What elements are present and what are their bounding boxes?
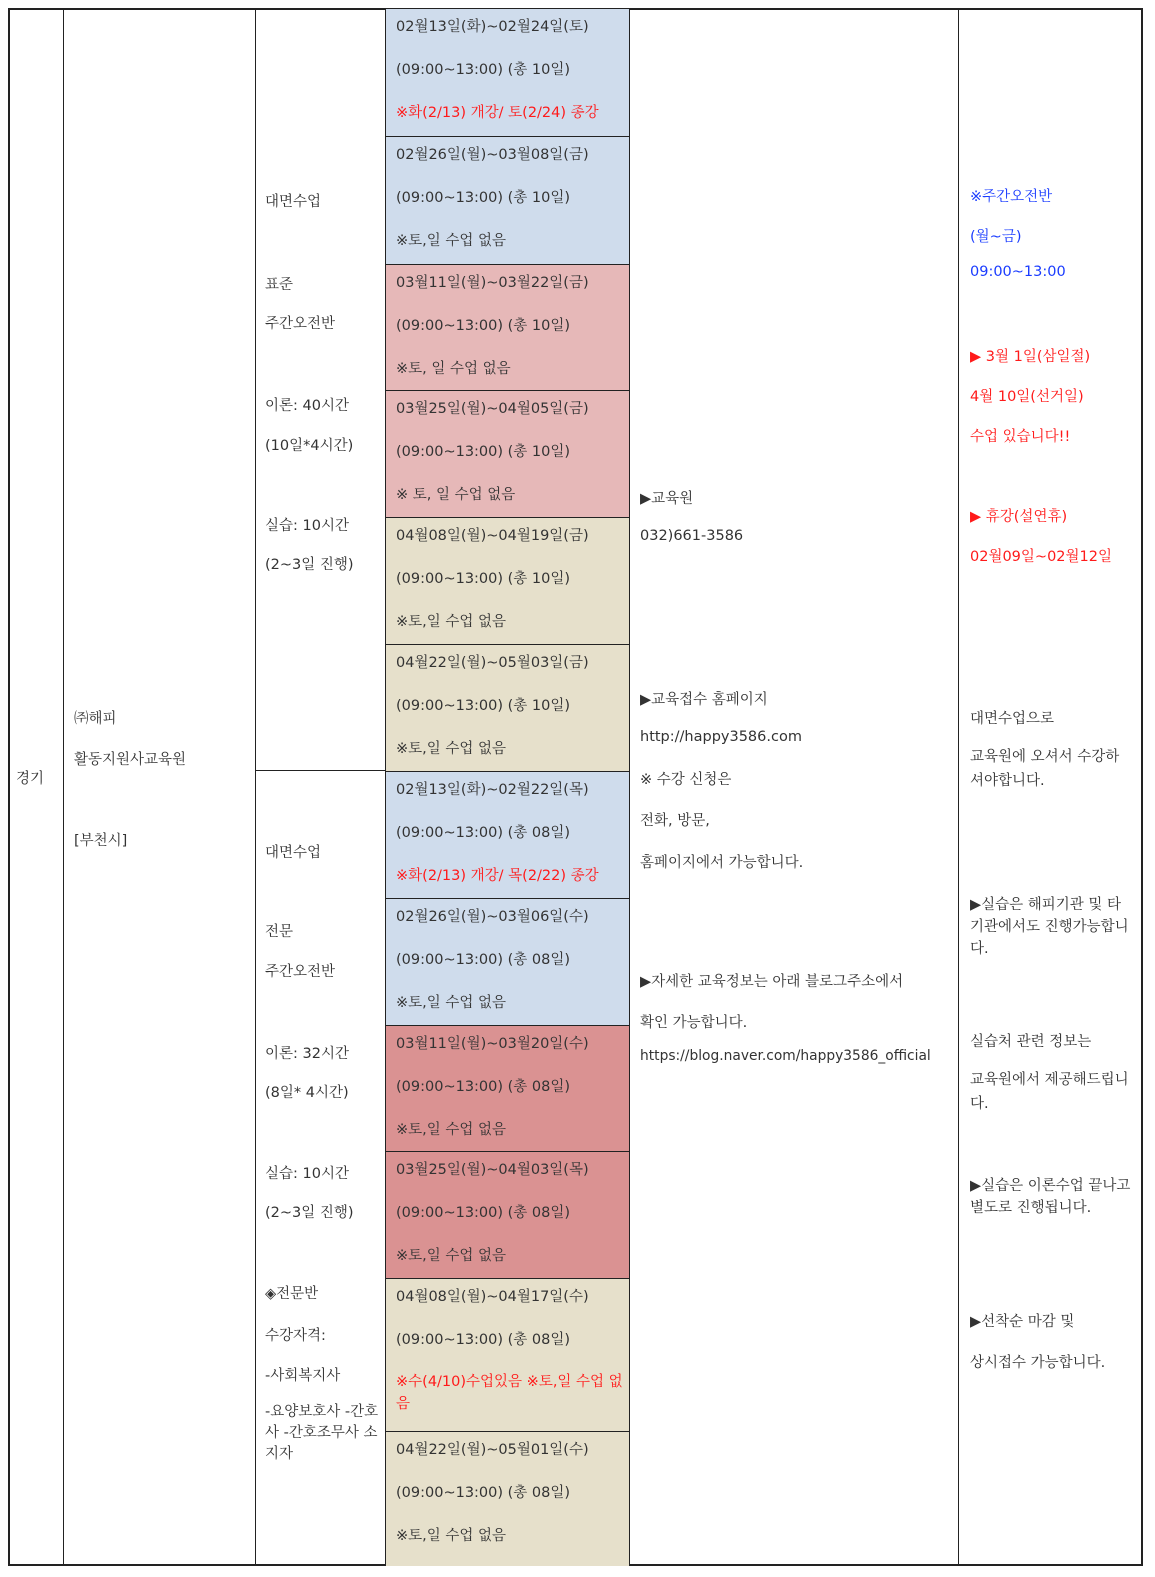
first-come-note: ▶선착순 마감 및 xyxy=(970,1314,1075,1330)
schedule-time: (09:00~13:00) (총 10일) xyxy=(396,444,571,460)
morning-class-time: 09:00~13:00 xyxy=(970,264,1066,280)
schedule-time: (09:00~13:00) (총 10일) xyxy=(396,698,571,714)
schedule-cell xyxy=(385,264,630,390)
schedule-cell xyxy=(385,1278,630,1431)
schedule-note: ※화(2/13) 개강/ 목(2/22) 종강 xyxy=(396,868,599,884)
homepage-label: ▶교육접수 홈페이지 xyxy=(640,692,768,708)
morning-class-days: (월~금) xyxy=(970,229,1022,245)
schedule-note: ※토,일 수업 없음 xyxy=(396,233,507,249)
apply-note: ※ 수강 신청은 xyxy=(640,772,732,788)
schedule-note: ※토,일 수업 없음 xyxy=(396,1122,507,1138)
schedule-date: 04월22일(월)~05월01일(수) xyxy=(396,1442,589,1458)
practice-note: ▶실습은 이론수업 끝나고 별도로 진행됩니다. xyxy=(970,1178,1131,1216)
schedule-time: (09:00~13:00) (총 10일) xyxy=(396,62,571,78)
schedule-time: (09:00~13:00) (총 08일) xyxy=(396,1485,571,1501)
schedule-note: ※화(2/13) 개강/ 토(2/24) 종강 xyxy=(396,105,599,121)
course-practice-hours: 실습: 10시간 xyxy=(265,518,349,534)
schedule-cell xyxy=(385,390,630,517)
inperson-note: 교육원에 오셔서 수강하셔야합니다. xyxy=(970,749,1120,789)
holiday-note: 수업 있습니다!! xyxy=(970,429,1071,445)
schedule-note: ※토,일 수업 없음 xyxy=(396,995,507,1011)
schedule-note: ※토,일 수업 없음 xyxy=(396,1248,507,1264)
course-theory-detail: (8일* 4시간) xyxy=(265,1085,349,1101)
eligibility-item: -요양보호사 -간호사 -간호조무사 소지자 xyxy=(265,1404,379,1462)
schedule-cell xyxy=(385,136,630,264)
schedule-note: ※토,일 수업 없음 xyxy=(396,1528,507,1544)
first-come-note: 상시접수 가능합니다. xyxy=(970,1355,1106,1371)
schedule-note: ※ 토, 일 수업 없음 xyxy=(396,487,516,503)
course-theory-hours: 이론: 40시간 xyxy=(265,398,349,414)
column-divider xyxy=(255,8,256,1566)
schedule-date: 02월26일(월)~03월08일(금) xyxy=(396,147,589,163)
schedule-time: (09:00~13:00) (총 10일) xyxy=(396,318,571,334)
institution-city: [부천시] xyxy=(74,833,128,849)
course-theory-hours: 이론: 32시간 xyxy=(265,1046,349,1062)
schedule-time: (09:00~13:00) (총 10일) xyxy=(396,190,571,206)
holiday-note: 4월 10일(선거일) xyxy=(970,389,1084,405)
eligibility-item: -사회복지사 xyxy=(265,1368,341,1384)
apply-where: 홈페이지에서 가능합니다. xyxy=(640,855,804,871)
course-session: 주간오전반 xyxy=(265,316,336,332)
practice-note: 교육원에서 제공해드립니다. xyxy=(970,1072,1129,1112)
schedule-date: 02월13일(화)~02월24일(토) xyxy=(396,19,589,35)
region-label: 경기 xyxy=(16,771,45,787)
practice-note: 실습처 관련 정보는 xyxy=(970,1034,1092,1050)
schedule-time: (09:00~13:00) (총 08일) xyxy=(396,1079,571,1095)
schedule-note: ※수(4/10)수업있음 ※토,일 수업 없음 xyxy=(396,1374,623,1412)
schedule-date: 04월22일(월)~05월03일(금) xyxy=(396,655,589,671)
course-practice-detail: (2~3일 진행) xyxy=(265,557,354,573)
course-practice-hours: 실습: 10시간 xyxy=(265,1166,349,1182)
schedule-cell xyxy=(385,1025,630,1151)
schedule-date: 04월08일(월)~04월19일(금) xyxy=(396,528,589,544)
schedule-cell xyxy=(385,8,630,136)
schedule-cell xyxy=(385,517,630,644)
schedule-cell xyxy=(385,771,630,898)
schedule-time: (09:00~13:00) (총 08일) xyxy=(396,952,571,968)
schedule-time: (09:00~13:00) (총 08일) xyxy=(396,1205,571,1221)
office-phone: 032)661-3586 xyxy=(640,528,744,544)
eligibility-label: 수강자격: xyxy=(265,1328,326,1344)
office-label: ▶교육원 xyxy=(640,491,694,507)
course-divider xyxy=(255,770,385,771)
course-type: 대면수업 xyxy=(265,845,322,861)
column-divider xyxy=(63,8,64,1566)
schedule-date: 03월25일(월)~04월03일(목) xyxy=(396,1162,589,1178)
schedule-time: (09:00~13:00) (총 08일) xyxy=(396,825,571,841)
course-type: 대면수업 xyxy=(265,194,322,210)
schedule-time: (09:00~13:00) (총 08일) xyxy=(396,1332,571,1348)
schedule-cell xyxy=(385,1431,630,1566)
column-divider xyxy=(958,8,959,1566)
course-level: 표준 xyxy=(265,277,294,293)
course-level: 전문 xyxy=(265,924,294,940)
morning-class-title: ※주간오전반 xyxy=(970,189,1053,205)
holiday-note: ▶ 3월 1일(삼일절) xyxy=(970,349,1091,365)
schedule-note: ※토,일 수업 없음 xyxy=(396,614,507,630)
schedule-date: 03월11일(월)~03월22일(금) xyxy=(396,275,589,291)
schedule-note: ※토,일 수업 없음 xyxy=(396,741,507,757)
institution-title: 활동지원사교육원 xyxy=(74,752,187,768)
apply-methods: 전화, 방문, xyxy=(640,813,710,829)
schedule-date: 02월26일(월)~03월06일(수) xyxy=(396,909,589,925)
schedule-cell xyxy=(385,898,630,1025)
practice-note: ▶실습은 해피기관 및 타기관에서도 진행가능합니다. xyxy=(970,897,1129,957)
homepage-url[interactable]: http://happy3586.com xyxy=(640,729,802,745)
expert-class-label: ◈전문반 xyxy=(265,1286,319,1302)
course-practice-detail: (2~3일 진행) xyxy=(265,1205,354,1221)
schedule-cell xyxy=(385,1151,630,1278)
schedule-date: 02월13일(화)~02월22일(목) xyxy=(396,782,589,798)
schedule-note: ※토, 일 수업 없음 xyxy=(396,361,511,377)
course-theory-detail: (10일*4시간) xyxy=(265,438,354,454)
blog-url[interactable]: https://blog.naver.com/happy3586_official xyxy=(640,1048,931,1064)
blog-note: 확인 가능합니다. xyxy=(640,1015,748,1031)
schedule-date: 03월11일(월)~03월20일(수) xyxy=(396,1036,589,1052)
schedule-date: 04월08일(월)~04월17일(수) xyxy=(396,1289,589,1305)
institution-name: ㈜해피 xyxy=(74,711,117,727)
schedule-cell xyxy=(385,644,630,771)
inperson-note: 대면수업으로 xyxy=(970,711,1055,727)
blog-note: ▶자세한 교육정보는 아래 블로그주소에서 xyxy=(640,974,904,990)
schedule-date: 03월25일(월)~04월05일(금) xyxy=(396,401,589,417)
break-note: 02월09일~02월12일 xyxy=(970,549,1112,565)
course-session: 주간오전반 xyxy=(265,964,336,980)
break-note: ▶ 휴강(설연휴) xyxy=(970,509,1068,525)
schedule-time: (09:00~13:00) (총 10일) xyxy=(396,571,571,587)
